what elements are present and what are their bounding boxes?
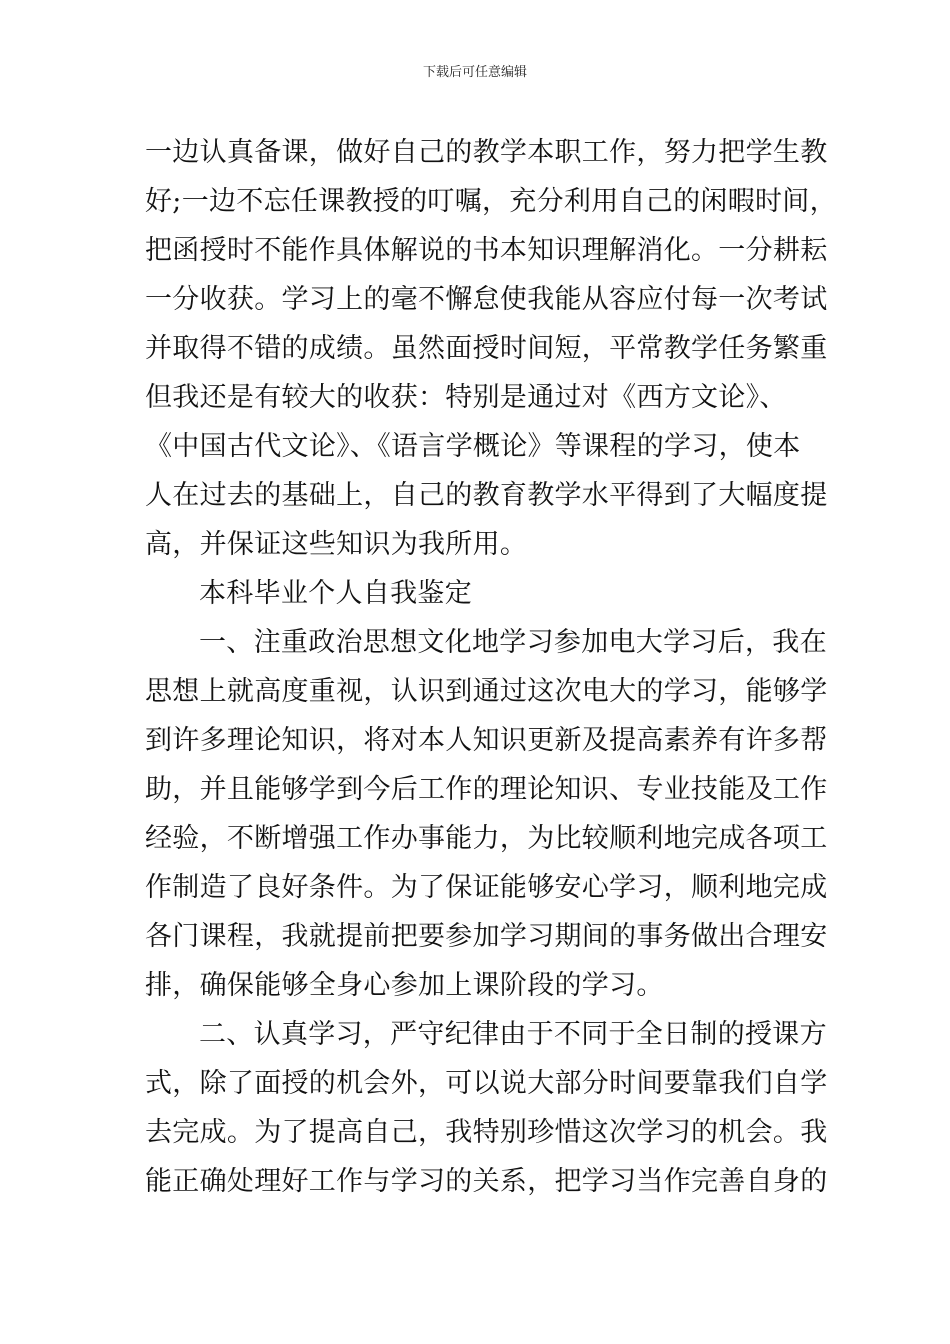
text-line: 并取得不错的成绩。虽然面授时间短，平常教学任务繁重 [145, 333, 828, 364]
text-line: 各门课程，我就提前把要参加学习期间的事务做出合理安 [145, 921, 828, 952]
paragraph-start: 二、认真学习，严守纪律由于不同于全日制的授课方 [199, 1019, 827, 1050]
text-line: 《中国古代文论》、《语言学概论》等课程的学习，使本 [145, 431, 801, 462]
text-line: 到许多理论知识，将对本人知识更新及提高素养有许多帮 [145, 725, 828, 756]
text-line: 经验，不断增强工作办事能力，为比较顺利地完成各项工 [145, 823, 828, 854]
text-line: 一边认真备课，做好自己的教学本职工作，努力把学生教 [145, 137, 828, 168]
text-line: 能正确处理好工作与学习的关系，把学习当作完善自身的 [145, 1166, 828, 1197]
paragraph-start: 一、注重政治思想文化地学习参加电大学习后，我在 [199, 627, 827, 658]
text-line: 去完成。为了提高自己，我特别珍惜这次学习的机会。我 [145, 1117, 828, 1148]
text-line: 高，并保证这些知识为我所用。 [145, 529, 528, 560]
section-title: 本科毕业个人自我鉴定 [199, 578, 472, 609]
text-line: 思想上就高度重视，认识到通过这次电大的学习，能够学 [145, 676, 828, 707]
text-line: 助，并且能够学到今后工作的理论知识、专业技能及工作 [145, 774, 828, 805]
text-line: 但我还是有较大的收获：特别是通过对《西方文论》、 [145, 382, 787, 413]
text-line: 人在过去的基础上，自己的教育教学水平得到了大幅度提 [145, 480, 828, 511]
page-header: 下载后可任意编辑 [422, 65, 527, 80]
text-line: 式，除了面授的机会外，可以说大部分时间要靠我们自学 [145, 1068, 828, 1099]
text-line: 把函授时不能作具体解说的书本知识理解消化。一分耕耘 [145, 235, 828, 266]
text-line: 作制造了良好条件。为了保证能够安心学习，顺利地完成 [145, 872, 828, 903]
text-line: 好;一边不忘任课教授的叮嘱，充分利用自己的闲暇时间， [145, 186, 837, 217]
document-body [145, 128, 837, 1206]
text-line: 一分收获。学习上的毫不懈怠使我能从容应付每一次考试 [145, 284, 828, 315]
text-line: 排，确保能够全身心参加上课阶段的学习。 [145, 970, 664, 1001]
